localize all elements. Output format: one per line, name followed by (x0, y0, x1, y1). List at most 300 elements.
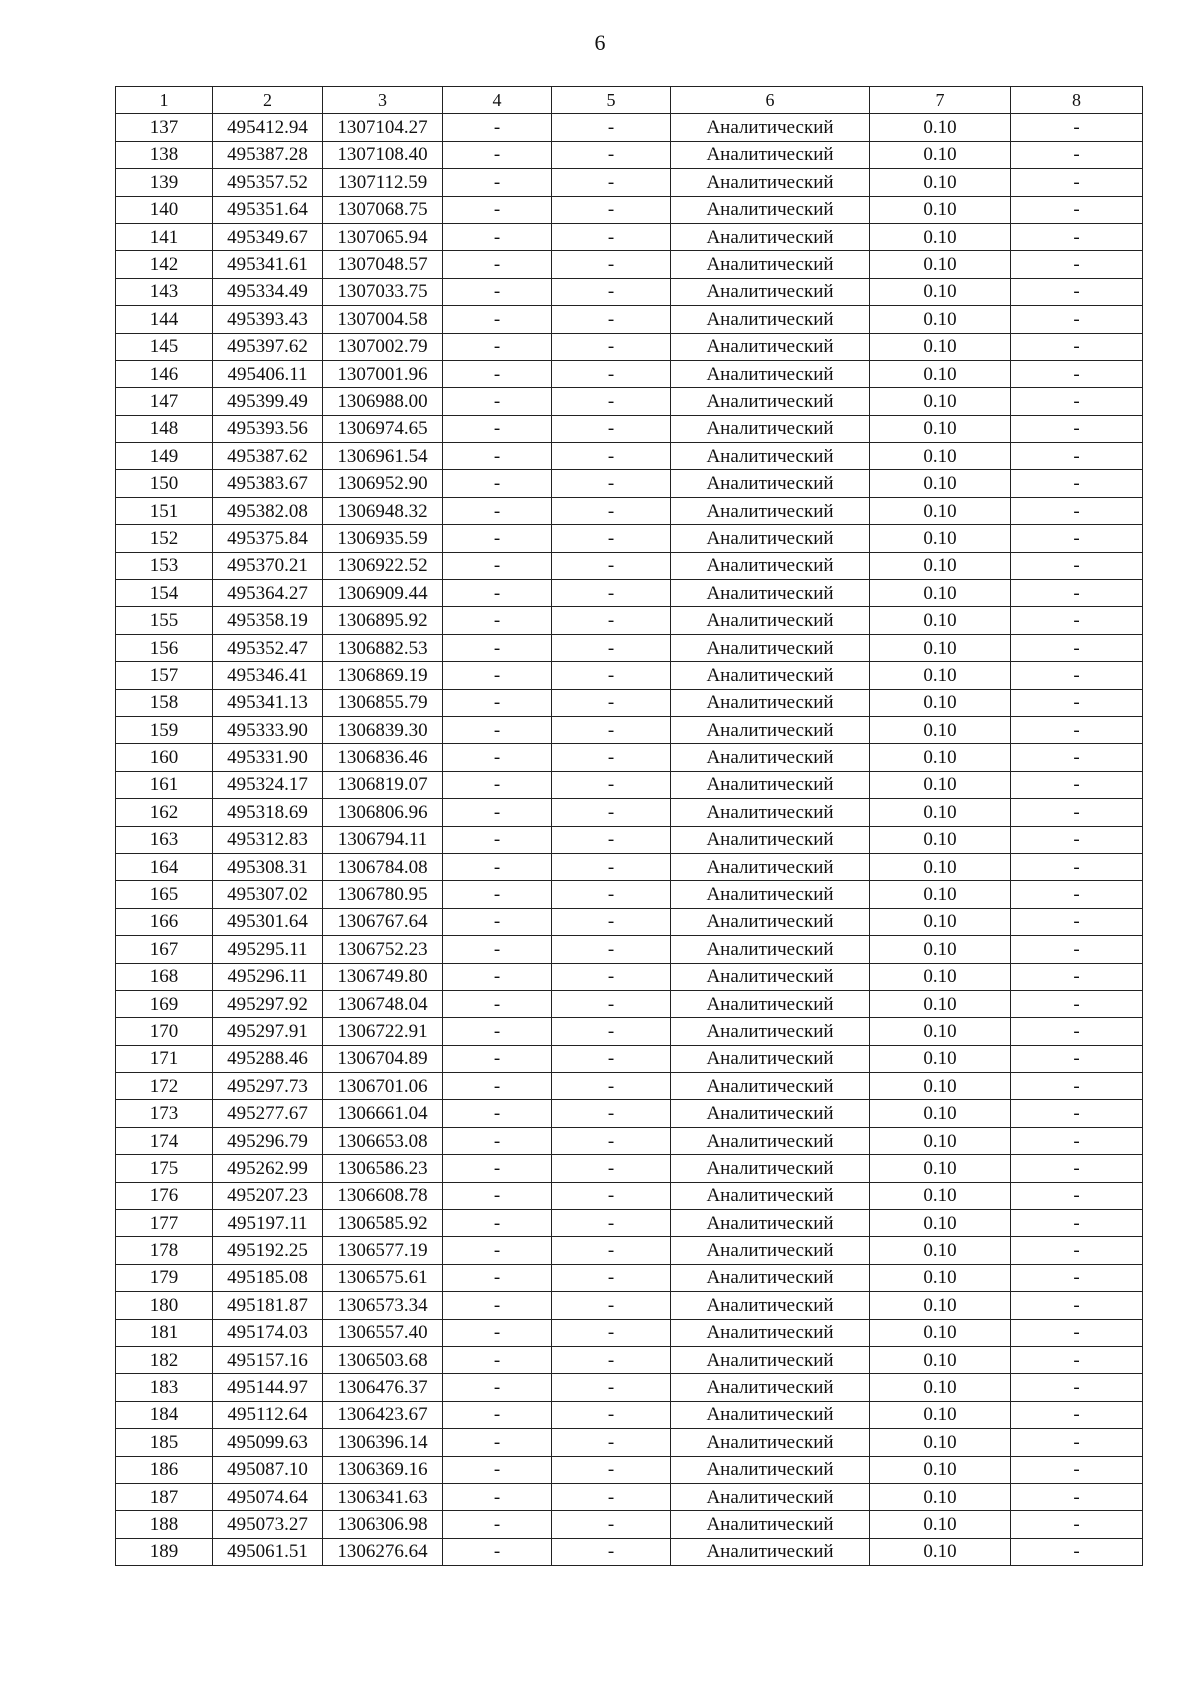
table-row (116, 607, 1143, 634)
accuracy-cell: 0.10 (870, 1237, 1011, 1264)
column-8-cell: - (1011, 169, 1143, 196)
accuracy-cell: 0.10 (870, 1511, 1011, 1538)
method-cell: Аналитический (671, 936, 870, 963)
column-8-cell: - (1011, 388, 1143, 415)
point-number-cell: 150 (116, 470, 213, 497)
x-coordinate-cell: 495157.16 (213, 1346, 323, 1373)
y-coordinate-cell: 1307108.40 (323, 141, 443, 168)
accuracy-cell: 0.10 (870, 333, 1011, 360)
accuracy-cell: 0.10 (870, 1045, 1011, 1072)
y-coordinate-cell: 1307068.75 (323, 196, 443, 223)
column-4-cell: - (443, 525, 552, 552)
accuracy-cell: 0.10 (870, 443, 1011, 470)
method-cell: Аналитический (671, 826, 870, 853)
column-8-cell: - (1011, 196, 1143, 223)
column-4-cell: - (443, 415, 552, 442)
y-coordinate-cell: 1306503.68 (323, 1346, 443, 1373)
table-row (116, 881, 1143, 908)
column-4-cell: - (443, 662, 552, 689)
method-cell: Аналитический (671, 853, 870, 880)
method-cell: Аналитический (671, 1018, 870, 1045)
column-4-cell: - (443, 278, 552, 305)
x-coordinate-cell: 495207.23 (213, 1182, 323, 1209)
y-coordinate-cell: 1306948.32 (323, 497, 443, 524)
y-coordinate-cell: 1306341.63 (323, 1483, 443, 1510)
x-coordinate-cell: 495144.97 (213, 1374, 323, 1401)
x-coordinate-cell: 495382.08 (213, 497, 323, 524)
column-8-cell: - (1011, 497, 1143, 524)
method-cell: Аналитический (671, 1401, 870, 1428)
method-cell: Аналитический (671, 196, 870, 223)
column-8-cell: - (1011, 306, 1143, 333)
column-4-cell: - (443, 1401, 552, 1428)
accuracy-cell: 0.10 (870, 744, 1011, 771)
point-number-cell: 155 (116, 607, 213, 634)
x-coordinate-cell: 495318.69 (213, 799, 323, 826)
method-cell: Аналитический (671, 607, 870, 634)
point-number-cell: 146 (116, 360, 213, 387)
column-5-cell: - (552, 388, 671, 415)
column-5-cell: - (552, 415, 671, 442)
column-5-cell: - (552, 908, 671, 935)
point-number-cell: 144 (116, 306, 213, 333)
table-row (116, 1538, 1143, 1565)
point-number-cell: 145 (116, 333, 213, 360)
column-4-cell: - (443, 936, 552, 963)
column-5-cell: - (552, 497, 671, 524)
y-coordinate-cell: 1307002.79 (323, 333, 443, 360)
column-4-cell: - (443, 1456, 552, 1483)
column-5-cell: - (552, 1456, 671, 1483)
accuracy-cell: 0.10 (870, 1429, 1011, 1456)
column-4-cell: - (443, 251, 552, 278)
column-4-cell: - (443, 169, 552, 196)
method-cell: Аналитический (671, 580, 870, 607)
column-4-cell: - (443, 141, 552, 168)
column-5-cell: - (552, 114, 671, 141)
x-coordinate-cell: 495174.03 (213, 1319, 323, 1346)
point-number-cell: 167 (116, 936, 213, 963)
accuracy-cell: 0.10 (870, 1456, 1011, 1483)
column-8-cell: - (1011, 552, 1143, 579)
column-5-cell: - (552, 716, 671, 743)
method-cell: Аналитический (671, 1127, 870, 1154)
table-row (116, 1264, 1143, 1291)
column-4-cell: - (443, 744, 552, 771)
column-5-cell: - (552, 881, 671, 908)
accuracy-cell: 0.10 (870, 169, 1011, 196)
accuracy-cell: 0.10 (870, 251, 1011, 278)
table-row (116, 251, 1143, 278)
table-row (116, 963, 1143, 990)
column-5-cell: - (552, 799, 671, 826)
column-8-cell: - (1011, 826, 1143, 853)
x-coordinate-cell: 495375.84 (213, 525, 323, 552)
x-coordinate-cell: 495397.62 (213, 333, 323, 360)
x-coordinate-cell: 495352.47 (213, 634, 323, 661)
column-8-cell: - (1011, 580, 1143, 607)
x-coordinate-cell: 495288.46 (213, 1045, 323, 1072)
column-5-cell: - (552, 1073, 671, 1100)
y-coordinate-cell: 1307104.27 (323, 114, 443, 141)
column-5-cell: - (552, 1538, 671, 1565)
column-4-cell: - (443, 689, 552, 716)
accuracy-cell: 0.10 (870, 1018, 1011, 1045)
x-coordinate-cell: 495185.08 (213, 1264, 323, 1291)
y-coordinate-cell: 1306749.80 (323, 963, 443, 990)
x-coordinate-cell: 495197.11 (213, 1210, 323, 1237)
y-coordinate-cell: 1306961.54 (323, 443, 443, 470)
accuracy-cell: 0.10 (870, 141, 1011, 168)
y-coordinate-cell: 1306748.04 (323, 990, 443, 1017)
accuracy-cell: 0.10 (870, 1182, 1011, 1209)
x-coordinate-cell: 495387.62 (213, 443, 323, 470)
method-cell: Аналитический (671, 141, 870, 168)
column-8-cell: - (1011, 1292, 1143, 1319)
coordinates-table (115, 86, 1143, 1566)
column-4-cell: - (443, 1483, 552, 1510)
table-row (116, 1045, 1143, 1072)
y-coordinate-cell: 1306573.34 (323, 1292, 443, 1319)
table-row (116, 552, 1143, 579)
column-4-cell: - (443, 196, 552, 223)
y-coordinate-cell: 1307112.59 (323, 169, 443, 196)
column-8-cell: - (1011, 1374, 1143, 1401)
column-5-cell: - (552, 1429, 671, 1456)
x-coordinate-cell: 495346.41 (213, 662, 323, 689)
column-5-cell: - (552, 936, 671, 963)
column-8-cell: - (1011, 1456, 1143, 1483)
column-5-cell: - (552, 990, 671, 1017)
accuracy-cell: 0.10 (870, 1100, 1011, 1127)
column-8-cell: - (1011, 908, 1143, 935)
point-number-cell: 152 (116, 525, 213, 552)
accuracy-cell: 0.10 (870, 607, 1011, 634)
y-coordinate-cell: 1306839.30 (323, 716, 443, 743)
method-cell: Аналитический (671, 114, 870, 141)
method-cell: Аналитический (671, 908, 870, 935)
method-cell: Аналитический (671, 662, 870, 689)
column-5-cell: - (552, 662, 671, 689)
column-4-cell: - (443, 1073, 552, 1100)
method-cell: Аналитический (671, 689, 870, 716)
column-8-cell: - (1011, 1100, 1143, 1127)
column-5-cell: - (552, 552, 671, 579)
accuracy-cell: 0.10 (870, 908, 1011, 935)
column-4-cell: - (443, 963, 552, 990)
table-row (116, 716, 1143, 743)
column-5-cell: - (552, 470, 671, 497)
table-row (116, 1456, 1143, 1483)
point-number-cell: 165 (116, 881, 213, 908)
column-5-cell: - (552, 1237, 671, 1264)
accuracy-cell: 0.10 (870, 360, 1011, 387)
accuracy-cell: 0.10 (870, 1483, 1011, 1510)
method-cell: Аналитический (671, 1538, 870, 1565)
table-row (116, 1346, 1143, 1373)
column-header: 6 (671, 87, 870, 114)
point-number-cell: 143 (116, 278, 213, 305)
column-5-cell: - (552, 141, 671, 168)
y-coordinate-cell: 1306396.14 (323, 1429, 443, 1456)
table-row (116, 114, 1143, 141)
column-8-cell: - (1011, 1127, 1143, 1154)
table-row (116, 470, 1143, 497)
x-coordinate-cell: 495301.64 (213, 908, 323, 935)
method-cell: Аналитический (671, 634, 870, 661)
method-cell: Аналитический (671, 1483, 870, 1510)
column-5-cell: - (552, 169, 671, 196)
accuracy-cell: 0.10 (870, 826, 1011, 853)
x-coordinate-cell: 495295.11 (213, 936, 323, 963)
column-4-cell: - (443, 1127, 552, 1154)
column-8-cell: - (1011, 470, 1143, 497)
method-cell: Аналитический (671, 525, 870, 552)
y-coordinate-cell: 1306988.00 (323, 388, 443, 415)
column-5-cell: - (552, 963, 671, 990)
point-number-cell: 166 (116, 908, 213, 935)
column-4-cell: - (443, 388, 552, 415)
y-coordinate-cell: 1307065.94 (323, 223, 443, 250)
table-row (116, 853, 1143, 880)
table-row (116, 1018, 1143, 1045)
column-5-cell: - (552, 251, 671, 278)
x-coordinate-cell: 495181.87 (213, 1292, 323, 1319)
point-number-cell: 137 (116, 114, 213, 141)
accuracy-cell: 0.10 (870, 1401, 1011, 1428)
x-coordinate-cell: 495308.31 (213, 853, 323, 880)
method-cell: Аналитический (671, 716, 870, 743)
point-number-cell: 179 (116, 1264, 213, 1291)
method-cell: Аналитический (671, 415, 870, 442)
x-coordinate-cell: 495370.21 (213, 552, 323, 579)
table-row (116, 1374, 1143, 1401)
point-number-cell: 189 (116, 1538, 213, 1565)
x-coordinate-cell: 495324.17 (213, 771, 323, 798)
column-4-cell: - (443, 1182, 552, 1209)
method-cell: Аналитический (671, 1429, 870, 1456)
point-number-cell: 172 (116, 1073, 213, 1100)
y-coordinate-cell: 1306661.04 (323, 1100, 443, 1127)
page-number: 6 (594, 30, 606, 55)
y-coordinate-cell: 1307001.96 (323, 360, 443, 387)
column-5-cell: - (552, 1401, 671, 1428)
column-8-cell: - (1011, 771, 1143, 798)
accuracy-cell: 0.10 (870, 196, 1011, 223)
accuracy-cell: 0.10 (870, 1210, 1011, 1237)
table-row (116, 1429, 1143, 1456)
x-coordinate-cell: 495277.67 (213, 1100, 323, 1127)
column-4-cell: - (443, 1100, 552, 1127)
accuracy-cell: 0.10 (870, 1073, 1011, 1100)
y-coordinate-cell: 1306586.23 (323, 1155, 443, 1182)
column-4-cell: - (443, 1264, 552, 1291)
accuracy-cell: 0.10 (870, 881, 1011, 908)
table-row (116, 799, 1143, 826)
column-4-cell: - (443, 853, 552, 880)
accuracy-cell: 0.10 (870, 580, 1011, 607)
column-8-cell: - (1011, 1483, 1143, 1510)
table-row (116, 415, 1143, 442)
column-8-cell: - (1011, 251, 1143, 278)
table-row (116, 306, 1143, 333)
column-5-cell: - (552, 1210, 671, 1237)
method-cell: Аналитический (671, 881, 870, 908)
accuracy-cell: 0.10 (870, 853, 1011, 880)
method-cell: Аналитический (671, 251, 870, 278)
x-coordinate-cell: 495074.64 (213, 1483, 323, 1510)
method-cell: Аналитический (671, 306, 870, 333)
column-5-cell: - (552, 278, 671, 305)
column-5-cell: - (552, 1045, 671, 1072)
x-coordinate-cell: 495112.64 (213, 1401, 323, 1428)
table-row (116, 1210, 1143, 1237)
column-4-cell: - (443, 607, 552, 634)
column-5-cell: - (552, 223, 671, 250)
column-8-cell: - (1011, 1073, 1143, 1100)
column-8-cell: - (1011, 1210, 1143, 1237)
table-row (116, 141, 1143, 168)
column-5-cell: - (552, 689, 671, 716)
method-cell: Аналитический (671, 1319, 870, 1346)
column-5-cell: - (552, 1018, 671, 1045)
x-coordinate-cell: 495387.28 (213, 141, 323, 168)
method-cell: Аналитический (671, 1155, 870, 1182)
column-5-cell: - (552, 853, 671, 880)
table-row (116, 223, 1143, 250)
point-number-cell: 182 (116, 1346, 213, 1373)
y-coordinate-cell: 1306722.91 (323, 1018, 443, 1045)
x-coordinate-cell: 495312.83 (213, 826, 323, 853)
column-8-cell: - (1011, 936, 1143, 963)
y-coordinate-cell: 1306585.92 (323, 1210, 443, 1237)
method-cell: Аналитический (671, 1210, 870, 1237)
column-4-cell: - (443, 1511, 552, 1538)
method-cell: Аналитический (671, 799, 870, 826)
method-cell: Аналитический (671, 963, 870, 990)
y-coordinate-cell: 1306974.65 (323, 415, 443, 442)
y-coordinate-cell: 1306752.23 (323, 936, 443, 963)
x-coordinate-cell: 495262.99 (213, 1155, 323, 1182)
point-number-cell: 181 (116, 1319, 213, 1346)
column-4-cell: - (443, 634, 552, 661)
y-coordinate-cell: 1306369.16 (323, 1456, 443, 1483)
accuracy-cell: 0.10 (870, 1155, 1011, 1182)
column-8-cell: - (1011, 333, 1143, 360)
accuracy-cell: 0.10 (870, 799, 1011, 826)
x-coordinate-cell: 495358.19 (213, 607, 323, 634)
column-8-cell: - (1011, 360, 1143, 387)
y-coordinate-cell: 1306577.19 (323, 1237, 443, 1264)
column-4-cell: - (443, 1210, 552, 1237)
method-cell: Аналитический (671, 552, 870, 579)
column-4-cell: - (443, 1292, 552, 1319)
y-coordinate-cell: 1306767.64 (323, 908, 443, 935)
table-row (116, 360, 1143, 387)
point-number-cell: 169 (116, 990, 213, 1017)
x-coordinate-cell: 495297.91 (213, 1018, 323, 1045)
column-4-cell: - (443, 580, 552, 607)
table-row (116, 1182, 1143, 1209)
column-4-cell: - (443, 1429, 552, 1456)
column-5-cell: - (552, 1264, 671, 1291)
table-header-row (116, 87, 1143, 114)
column-5-cell: - (552, 607, 671, 634)
column-5-cell: - (552, 1346, 671, 1373)
method-cell: Аналитический (671, 1237, 870, 1264)
table-row (116, 443, 1143, 470)
y-coordinate-cell: 1306653.08 (323, 1127, 443, 1154)
y-coordinate-cell: 1307033.75 (323, 278, 443, 305)
column-5-cell: - (552, 1319, 671, 1346)
method-cell: Аналитический (671, 223, 870, 250)
method-cell: Аналитический (671, 169, 870, 196)
point-number-cell: 138 (116, 141, 213, 168)
column-8-cell: - (1011, 415, 1143, 442)
point-number-cell: 147 (116, 388, 213, 415)
y-coordinate-cell: 1306952.90 (323, 470, 443, 497)
table-row (116, 580, 1143, 607)
table-row (116, 1100, 1143, 1127)
column-5-cell: - (552, 1100, 671, 1127)
x-coordinate-cell: 495297.92 (213, 990, 323, 1017)
x-coordinate-cell: 495192.25 (213, 1237, 323, 1264)
column-4-cell: - (443, 771, 552, 798)
accuracy-cell: 0.10 (870, 388, 1011, 415)
x-coordinate-cell: 495296.11 (213, 963, 323, 990)
table-body (116, 114, 1143, 1566)
column-8-cell: - (1011, 853, 1143, 880)
accuracy-cell: 0.10 (870, 223, 1011, 250)
method-cell: Аналитический (671, 1511, 870, 1538)
table-row (116, 1237, 1143, 1264)
column-5-cell: - (552, 525, 671, 552)
table-row (116, 497, 1143, 524)
point-number-cell: 183 (116, 1374, 213, 1401)
column-8-cell: - (1011, 634, 1143, 661)
point-number-cell: 184 (116, 1401, 213, 1428)
table-row (116, 990, 1143, 1017)
point-number-cell: 176 (116, 1182, 213, 1209)
column-8-cell: - (1011, 1045, 1143, 1072)
accuracy-cell: 0.10 (870, 634, 1011, 661)
point-number-cell: 188 (116, 1511, 213, 1538)
column-5-cell: - (552, 744, 671, 771)
y-coordinate-cell: 1306704.89 (323, 1045, 443, 1072)
column-8-cell: - (1011, 1401, 1143, 1428)
column-4-cell: - (443, 1319, 552, 1346)
point-number-cell: 159 (116, 716, 213, 743)
method-cell: Аналитический (671, 388, 870, 415)
column-8-cell: - (1011, 1155, 1143, 1182)
table-row (116, 278, 1143, 305)
x-coordinate-cell: 495087.10 (213, 1456, 323, 1483)
column-4-cell: - (443, 1538, 552, 1565)
table-row (116, 1319, 1143, 1346)
x-coordinate-cell: 495357.52 (213, 169, 323, 196)
point-number-cell: 148 (116, 415, 213, 442)
column-8-cell: - (1011, 1346, 1143, 1373)
y-coordinate-cell: 1306855.79 (323, 689, 443, 716)
table-row (116, 333, 1143, 360)
y-coordinate-cell: 1306701.06 (323, 1073, 443, 1100)
x-coordinate-cell: 495061.51 (213, 1538, 323, 1565)
point-number-cell: 140 (116, 196, 213, 223)
column-4-cell: - (443, 223, 552, 250)
point-number-cell: 160 (116, 744, 213, 771)
method-cell: Аналитический (671, 360, 870, 387)
column-4-cell: - (443, 333, 552, 360)
